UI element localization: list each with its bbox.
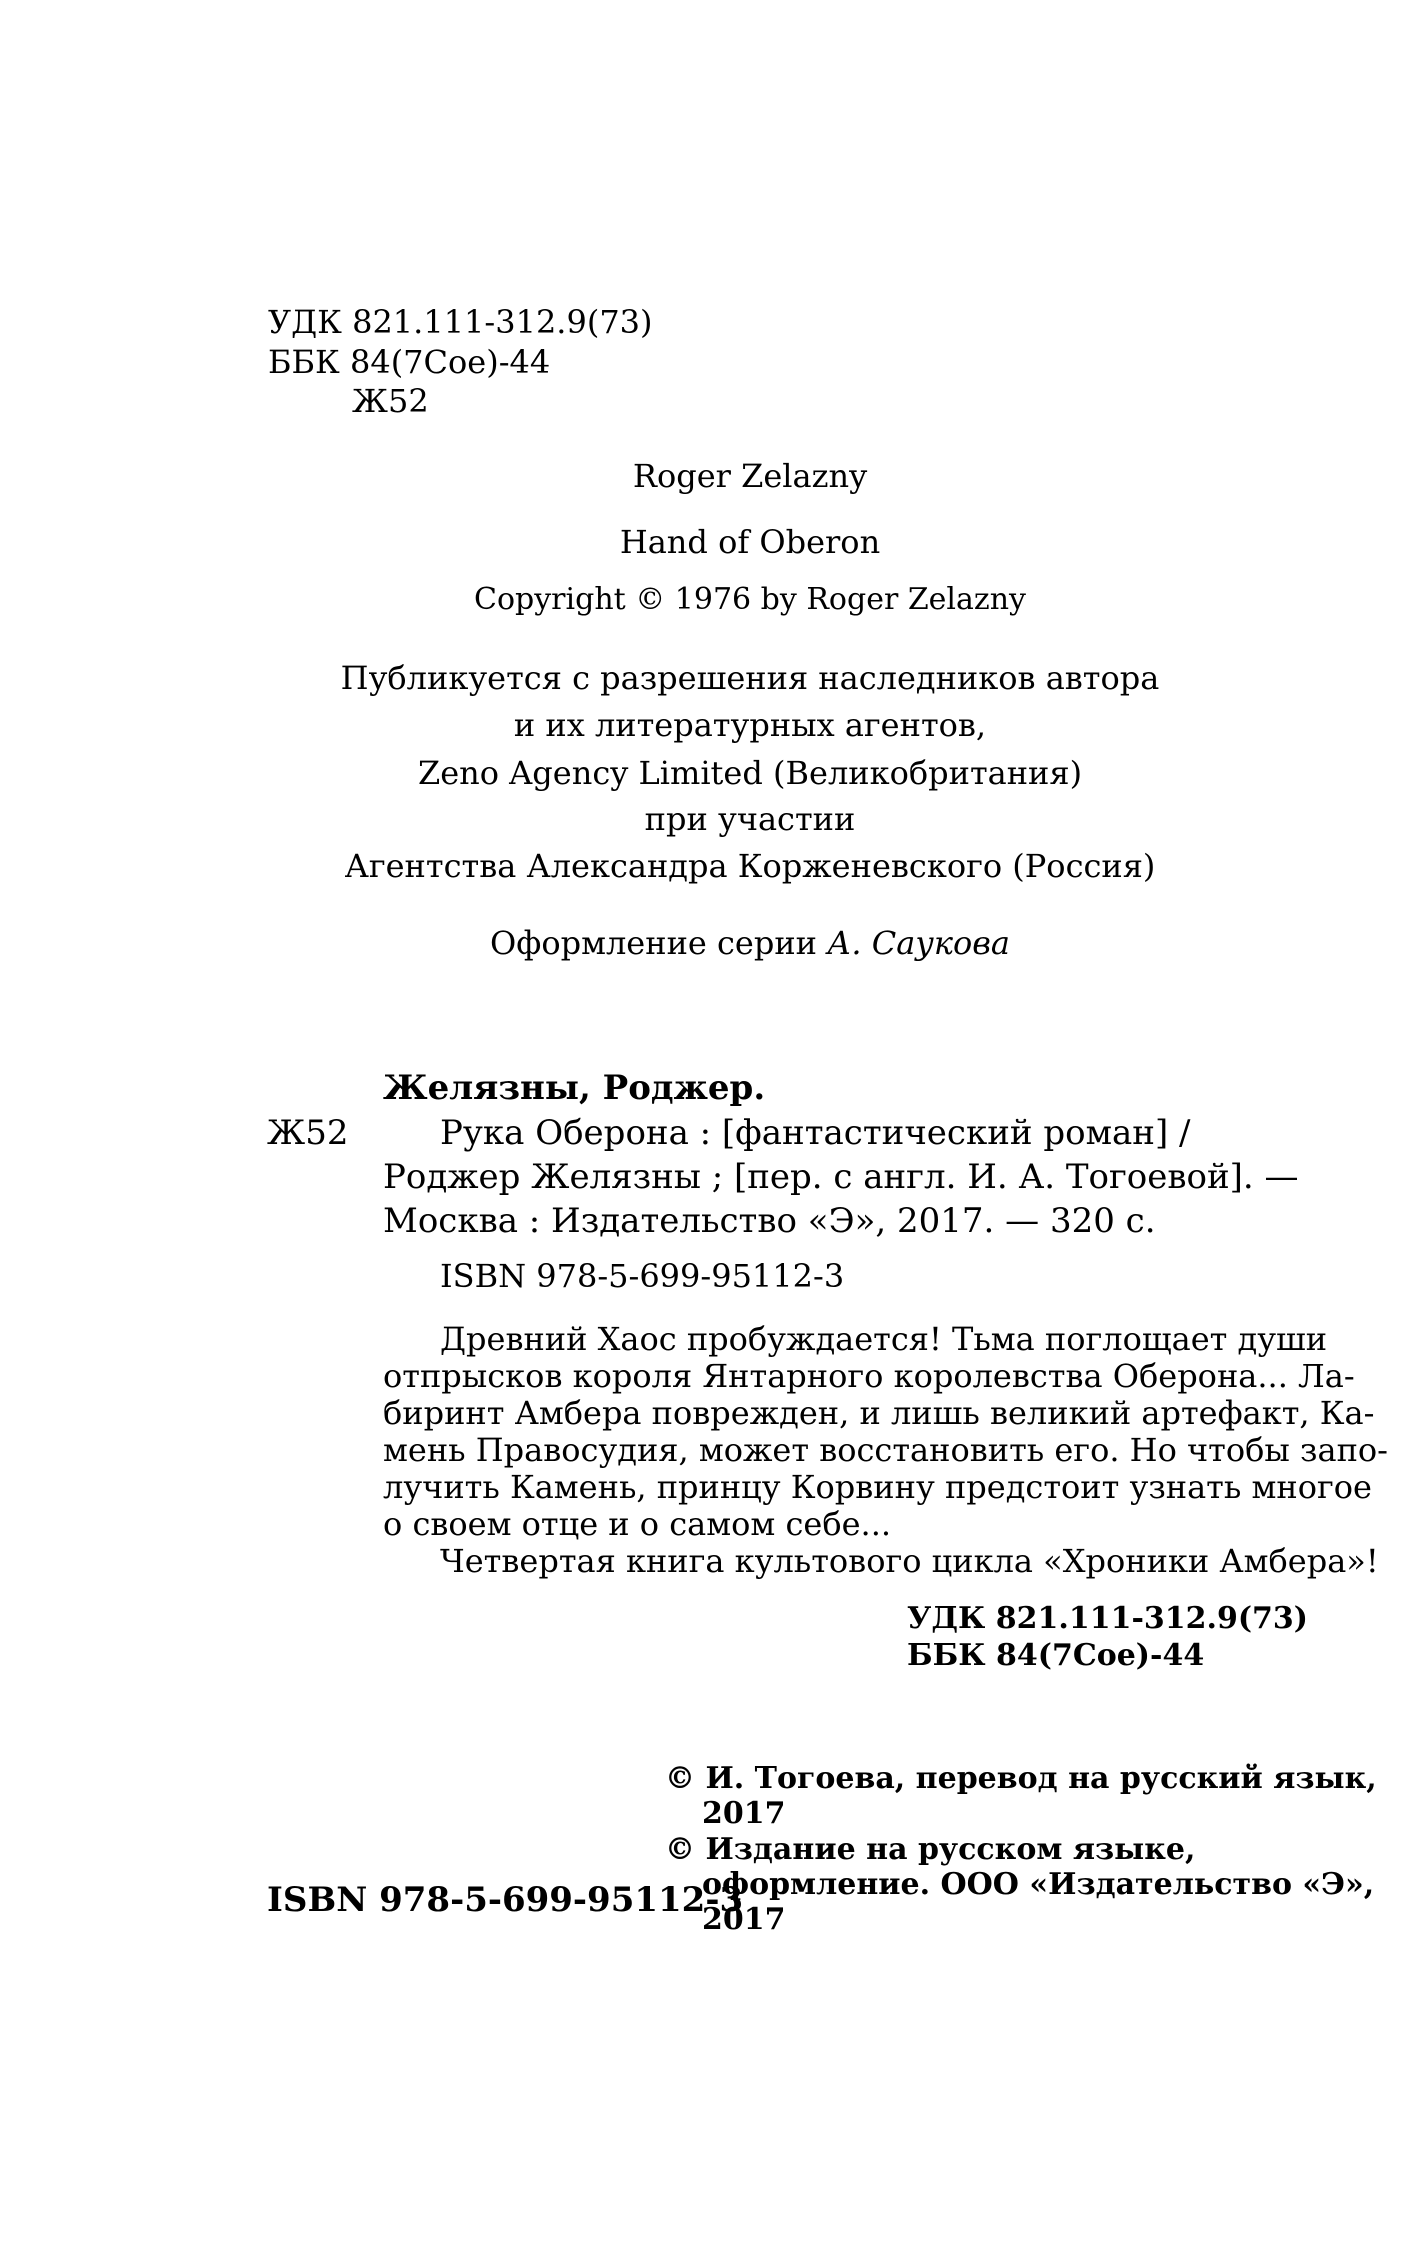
annotation-last-line: Четвертая книга культового цикла «Хроники Амбера»! [440,1542,1379,1580]
copyright-notice: © И. Тогоева, перевод на русский язык, [665,1761,1377,1796]
bbk-code: ББК 84(7Сое)-44 [268,343,551,381]
original-title: Hand of Oberon [619,523,881,561]
series-design-prefix: Оформление серии [490,924,817,962]
annotation-line: о своем отце и о самом себе... [383,1505,892,1543]
catalog-isbn: ISBN 978-5-699-95112-3 [440,1257,845,1295]
series-design [0,923,1417,963]
isbn-bottom: ISBN 978-5-699-95112-3 [267,1880,744,1920]
catalog-heading: Желязны, Роджер. [383,1068,766,1108]
udk-code: УДК 821.111-312.9(73) [268,303,653,341]
permission-line: Агентства Александра Корженевского (Россия) [344,847,1156,885]
annotation-line: Древний Хаос пробуждается! Тьма поглощает души [440,1320,1328,1358]
catalog-line: Роджер Желязны ; [пер. с англ. И. А. Тогоевой]. — [383,1157,1299,1197]
annotation-line: мень Правосудия, может восстановить его. Но чтобы запо- [383,1431,1388,1469]
original-author: Roger Zelazny [632,457,868,495]
author-mark: Ж52 [352,382,429,420]
permission-line: при участии [644,800,856,838]
copyright-line: Copyright © 1976 by Roger Zelazny [474,582,1026,617]
copyright-notice: 2017 [702,1796,786,1831]
annotation-line: лучить Камень, принцу Корвину предстоит узнать многое [383,1468,1372,1506]
permission-line: и их литературных агентов, [513,706,987,744]
annotation-line: биринт Амбера поврежден, и лишь великий артефакт, Ка- [383,1394,1375,1432]
permission-line: Публикуется с разрешения наследников автора [340,659,1160,697]
series-designer: А. Саукова [827,924,1010,962]
permission-line: Zeno Agency Limited (Великобритания) [417,754,1083,792]
catalog-mark: Ж52 [267,1113,349,1153]
bbk-code-bottom: ББК 84(7Сое)-44 [907,1638,1205,1673]
udk-code-bottom: УДК 821.111-312.9(73) [907,1601,1308,1636]
copyright-notice: 2017 [702,1902,786,1937]
copyright-notice: © Издание на русском языке, [665,1832,1196,1867]
copyright-notice: оформление. ООО «Издательство «Э», [702,1867,1375,1902]
annotation-line: отпрысков короля Янтарного королевства Оберона... Ла- [383,1357,1355,1395]
catalog-line: Рука Оберона : [фантастический роман] / [440,1113,1191,1153]
catalog-line: Москва : Издательство «Э», 2017. — 320 с. [383,1201,1156,1241]
